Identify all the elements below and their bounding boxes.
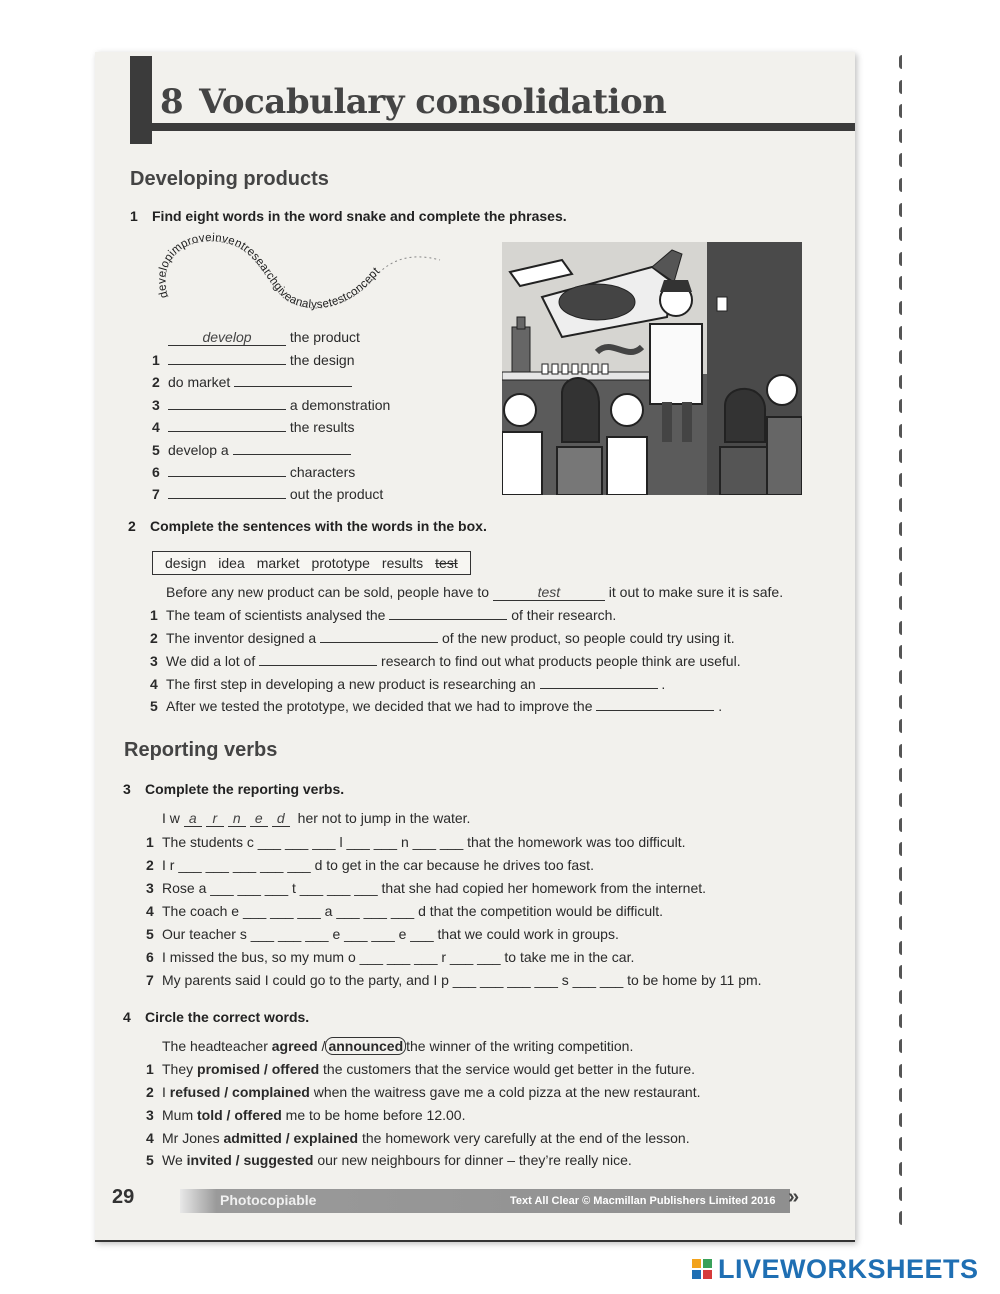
spiral-ring xyxy=(899,941,908,955)
section-title-reporting-verbs: Reporting verbs xyxy=(124,739,278,761)
spiral-ring xyxy=(899,768,908,782)
item-text: Rose a ___ ___ ___ t ___ ___ ___ that she had copied her homework from the internet. xyxy=(162,880,707,896)
item-text: . xyxy=(657,676,666,692)
answer-blank[interactable] xyxy=(168,486,286,499)
option-2[interactable]: offered xyxy=(234,1107,282,1123)
option-separator: / xyxy=(220,1084,233,1100)
ex3-example xyxy=(146,810,470,827)
ex4-example: The headteacher agreed / announced the winner of the writing competition. xyxy=(162,1038,634,1054)
spiral-ring xyxy=(899,621,908,635)
option-separator: / xyxy=(231,1152,244,1168)
option-1[interactable]: refused xyxy=(169,1084,221,1100)
item-number: 3 xyxy=(150,653,158,669)
liveworksheets-brand[interactable]: LIVEWORKSHEETS xyxy=(718,1254,979,1284)
item-number: 5 xyxy=(146,926,154,942)
item-text: out the product xyxy=(286,486,384,502)
spiral-ring xyxy=(899,252,908,266)
answer-blank[interactable] xyxy=(389,607,507,620)
ex1-item xyxy=(152,419,354,435)
spiral-ring xyxy=(899,645,908,659)
option-1[interactable]: told xyxy=(197,1107,223,1123)
section-title-developing-products: Developing products xyxy=(130,168,329,190)
ex1-item xyxy=(152,486,383,502)
spiral-ring xyxy=(899,350,908,364)
item-number: 7 xyxy=(146,972,154,988)
option-2[interactable]: suggested xyxy=(243,1152,314,1168)
item-number: 7 xyxy=(152,486,160,502)
item-number: 6 xyxy=(146,949,154,965)
spiral-ring xyxy=(899,1014,908,1028)
item-text: . xyxy=(714,698,723,714)
spiral-ring xyxy=(899,916,908,930)
spiral-ring xyxy=(899,375,908,389)
item-text: the customers that the service would get better in the future. xyxy=(319,1061,696,1077)
ex2-example-answer: test xyxy=(493,584,605,601)
ex3-item[interactable] xyxy=(146,949,634,965)
word-snake xyxy=(150,222,450,332)
answer-blank[interactable] xyxy=(168,419,286,432)
item-text: The coach e ___ ___ ___ a ___ ___ ___ d that the competition would be difficult. xyxy=(162,903,663,919)
item-text: a demonstration xyxy=(286,397,391,413)
item-text: After we tested the prototype, we decided that we had to improve the xyxy=(166,698,597,714)
ex4-example-option-2-circled[interactable]: announced xyxy=(325,1037,406,1055)
exercise-2-heading: 2 Complete the sentences with the words in the box. xyxy=(128,518,487,534)
item-number: 3 xyxy=(152,397,160,413)
option-1[interactable]: admitted xyxy=(223,1130,282,1146)
answer-blank[interactable] xyxy=(168,464,286,477)
spiral-ring xyxy=(899,129,908,143)
item-text: Our teacher s ___ ___ ___ e ___ ___ e ___ that we could work in groups. xyxy=(162,926,619,942)
answer-blank[interactable] xyxy=(540,676,658,689)
spiral-ring xyxy=(899,498,908,512)
item-text: of their research. xyxy=(507,607,617,623)
box-word: design xyxy=(165,555,207,571)
spiral-ring xyxy=(899,276,908,290)
ex4-item xyxy=(146,1084,700,1100)
box-word: prototype xyxy=(311,555,370,571)
answer-blank[interactable] xyxy=(168,352,286,365)
ex2-item xyxy=(150,607,616,623)
spiral-ring xyxy=(899,572,908,586)
example-letter: r xyxy=(206,810,224,827)
item-text: The first step in developing a new product is researching an xyxy=(166,676,540,692)
spiral-ring xyxy=(899,55,908,69)
item-text: I xyxy=(162,1084,170,1100)
item-text: We xyxy=(162,1152,187,1168)
item-text: characters xyxy=(286,464,356,480)
item-text: research to find out what products people think are useful. xyxy=(377,653,741,669)
ex3-item[interactable] xyxy=(146,903,663,919)
ex4-example-option-1[interactable]: agreed xyxy=(271,1038,318,1054)
option-separator: / xyxy=(222,1107,235,1123)
item-text: develop a xyxy=(168,442,233,458)
item-text: the design xyxy=(286,352,355,368)
option-2[interactable]: explained xyxy=(293,1130,359,1146)
option-separator: / xyxy=(281,1130,294,1146)
item-number: 2 xyxy=(146,1084,154,1100)
svg-text:developimproveinventresearchgi xyxy=(156,232,382,311)
item-number: 5 xyxy=(152,442,160,458)
item-number: 5 xyxy=(146,1152,154,1168)
spiral-ring xyxy=(899,1039,908,1053)
option-separator: / xyxy=(260,1061,272,1077)
page-title xyxy=(160,82,666,122)
box-word: results xyxy=(381,555,424,571)
ex1-item xyxy=(152,374,352,390)
spiral-ring xyxy=(899,744,908,758)
spiral-ring xyxy=(899,104,908,118)
spiral-ring xyxy=(899,449,908,463)
item-number: 1 xyxy=(150,607,158,623)
ex1-item xyxy=(152,442,351,458)
page-number: 29 xyxy=(112,1186,135,1208)
box-word: idea xyxy=(218,555,245,571)
ex4-item xyxy=(146,1061,695,1077)
item-number: 2 xyxy=(146,857,154,873)
option-1[interactable]: promised xyxy=(197,1061,261,1077)
ex4-item xyxy=(146,1107,465,1123)
spiral-ring xyxy=(899,203,908,217)
answer-blank[interactable] xyxy=(233,442,351,455)
ex1-item xyxy=(152,352,355,368)
item-text: We did a lot of xyxy=(166,653,260,669)
item-number: 2 xyxy=(150,630,158,646)
example-letter: n xyxy=(228,810,246,827)
item-text: when the waitress gave me a cold pizza at the new restaurant. xyxy=(309,1084,701,1100)
item-text: the results xyxy=(286,419,355,435)
item-text: me to be home before 12.00. xyxy=(281,1107,466,1123)
item-text: the homework very carefully at the end of the lesson. xyxy=(358,1130,690,1146)
item-number: 2 xyxy=(152,374,160,390)
ex4-item xyxy=(146,1152,632,1168)
item-text: The team of scientists analysed the xyxy=(166,607,390,623)
spiral-ring xyxy=(899,1162,908,1176)
word-box xyxy=(152,551,471,575)
spiral-ring xyxy=(899,424,908,438)
spiral-ring xyxy=(899,1064,908,1078)
item-number: 3 xyxy=(146,1107,154,1123)
spiral-ring xyxy=(899,867,908,881)
exercise-4-heading: 4 Circle the correct words. xyxy=(123,1009,310,1025)
item-number: 4 xyxy=(146,903,154,919)
spiral-ring xyxy=(899,547,908,561)
ex2-item xyxy=(150,630,735,646)
option-2[interactable]: complained xyxy=(232,1084,310,1100)
spiral-ring xyxy=(899,990,908,1004)
spiral-ring xyxy=(899,399,908,413)
item-number: 3 xyxy=(146,880,154,896)
ex3-item[interactable] xyxy=(146,926,619,942)
answer-blank[interactable] xyxy=(259,653,377,666)
ex1-example-answer: develop xyxy=(168,329,286,346)
answer-blank[interactable] xyxy=(596,698,714,711)
item-number: 4 xyxy=(152,419,160,435)
answer-blank[interactable] xyxy=(320,630,438,643)
spiral-ring xyxy=(899,965,908,979)
ex2-item xyxy=(150,653,741,669)
answer-blank[interactable] xyxy=(168,397,286,410)
exercise-3-heading: 3 Complete the reporting verbs. xyxy=(123,781,345,797)
footer-label: Photocopiable xyxy=(220,1192,317,1208)
item-text: I r ___ ___ ___ ___ ___ d to get in the car because he drives too fast. xyxy=(162,857,594,873)
box-word: test xyxy=(435,555,458,571)
spiral-ring xyxy=(899,301,908,315)
ex4-item xyxy=(146,1130,690,1146)
item-number: 5 xyxy=(150,698,158,714)
ex3-item[interactable] xyxy=(146,834,686,850)
spiral-ring xyxy=(899,793,908,807)
ex2-example: Before any new product can be sold, people have to test it out to make sure it is safe. xyxy=(166,584,784,600)
spiral-ring xyxy=(899,473,908,487)
exercise-1-heading: 1 Find eight words in the word snake and complete the phrases. xyxy=(130,208,567,224)
spiral-ring xyxy=(899,695,908,709)
spiral-ring xyxy=(899,227,908,241)
item-number: 1 xyxy=(152,352,160,368)
option-1[interactable]: invited xyxy=(186,1152,232,1168)
spiral-ring xyxy=(899,522,908,536)
box-word: market xyxy=(256,555,300,571)
item-text: My parents said I could go to the party, and I p ___ ___ ___ ___ s ___ ___ to be home by 11 pm. xyxy=(162,972,762,988)
spiral-ring xyxy=(899,670,908,684)
word-snake-text: developimproveinventresearchgiveanalysetestconcept xyxy=(156,231,383,312)
item-number: 4 xyxy=(150,676,158,692)
spiral-ring xyxy=(899,818,908,832)
spiral-ring xyxy=(899,596,908,610)
spiral-ring xyxy=(899,842,908,856)
unit-title: Vocabulary consolidation xyxy=(199,82,667,122)
option-2[interactable]: offered xyxy=(271,1061,320,1077)
ex2-item xyxy=(150,676,665,692)
ex3-item[interactable] xyxy=(146,857,594,873)
ex2-item xyxy=(150,698,722,714)
liveworksheets-logo-icon xyxy=(692,1259,712,1279)
item-text: her not to jump in the water. xyxy=(293,810,471,826)
item-number: 6 xyxy=(152,464,160,480)
spiral-ring xyxy=(899,80,908,94)
item-text: The inventor designed a xyxy=(166,630,321,646)
spiral-binding xyxy=(897,55,909,1240)
spiral-ring xyxy=(899,1137,908,1151)
item-text: I missed the bus, so my mum o ___ ___ ___ r ___ ___ to take me in the car. xyxy=(162,949,635,965)
example-letter: a xyxy=(184,810,202,827)
item-number: 1 xyxy=(146,1061,154,1077)
answer-blank[interactable] xyxy=(234,374,352,387)
example-letter: e xyxy=(250,810,268,827)
product-launch-illustration xyxy=(502,242,802,495)
ex1-item xyxy=(152,464,355,480)
item-text: do market xyxy=(168,374,235,390)
spiral-ring xyxy=(899,1088,908,1102)
spiral-ring xyxy=(899,153,908,167)
item-text: I w xyxy=(162,810,184,826)
item-text: Mr Jones xyxy=(162,1130,224,1146)
item-number: 4 xyxy=(146,1130,154,1146)
item-text: of the new product, so people could try using it. xyxy=(438,630,735,646)
ex3-item[interactable] xyxy=(146,972,762,988)
unit-number: 8 xyxy=(160,82,184,122)
spiral-ring xyxy=(899,719,908,733)
chevron-right-icon: » xyxy=(788,1186,800,1208)
item-number: 1 xyxy=(146,834,154,850)
spiral-ring xyxy=(899,1211,908,1225)
item-text: Mum xyxy=(162,1107,197,1123)
spiral-ring xyxy=(899,1187,908,1201)
spiral-ring xyxy=(899,178,908,192)
item-text: The students c ___ ___ ___ l ___ ___ n ___ ___ that the homework was too difficult. xyxy=(162,834,686,850)
ex1-example: develop the product xyxy=(152,329,360,346)
spiral-ring xyxy=(899,891,908,905)
item-text: our new neighbours for dinner – they’re really nice. xyxy=(313,1152,632,1168)
header-rule xyxy=(152,123,855,131)
footer-copyright: Text All Clear © Macmillan Publishers Limited 2016 xyxy=(510,1195,776,1207)
ex1-item xyxy=(152,397,390,413)
spiral-ring xyxy=(899,1113,908,1127)
spiral-ring xyxy=(899,326,908,340)
ex3-item[interactable] xyxy=(146,880,706,896)
example-letter: d xyxy=(272,810,290,827)
header-bar xyxy=(130,56,152,144)
item-text: They xyxy=(162,1061,198,1077)
